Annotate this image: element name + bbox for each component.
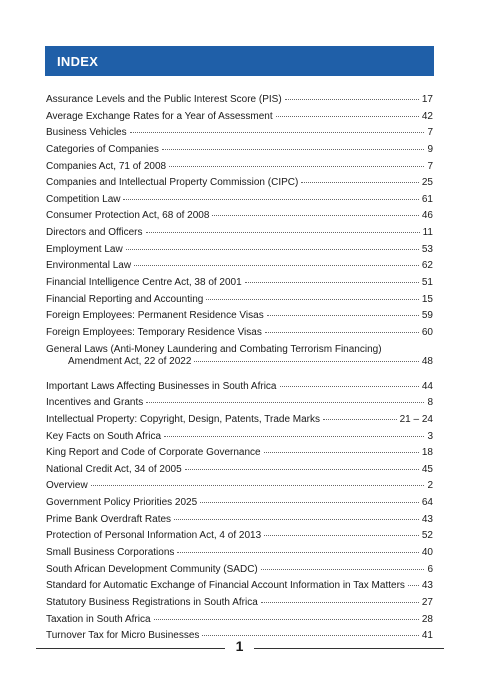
dot-leader bbox=[146, 402, 424, 403]
index-entry-title: Overview bbox=[46, 480, 88, 492]
index-entry-page: 8 bbox=[427, 397, 433, 409]
index-entry-page: 6 bbox=[427, 563, 433, 575]
dot-leader bbox=[194, 361, 418, 362]
dot-leader bbox=[164, 436, 424, 437]
index-entry-page: 51 bbox=[421, 277, 433, 289]
dot-leader bbox=[285, 99, 419, 100]
index-entry[interactable] bbox=[46, 159, 433, 176]
index-entry-page: 43 bbox=[421, 580, 433, 592]
index-entry-page: 60 bbox=[421, 326, 433, 338]
dot-leader bbox=[146, 232, 420, 233]
index-entry-page: 18 bbox=[421, 447, 433, 459]
index-entry[interactable] bbox=[46, 379, 433, 396]
index-entry-title: Foreign Employees: Permanent Residence Visas bbox=[46, 310, 264, 322]
index-entry-page: 62 bbox=[421, 260, 433, 272]
index-entry-page: 2 bbox=[427, 480, 433, 492]
index-entry-title: Companies and Intellectual Property Commission (CIPC) bbox=[46, 177, 299, 189]
index-entry-page: 45 bbox=[421, 463, 433, 475]
index-title: INDEX bbox=[57, 53, 99, 69]
index-entry-title: Prime Bank Overdraft Rates bbox=[46, 513, 172, 525]
page-number: 1 bbox=[235, 638, 244, 654]
index-entry-page: 42 bbox=[421, 110, 433, 122]
index-entry-page: 64 bbox=[421, 497, 433, 509]
index-entry[interactable] bbox=[46, 258, 433, 275]
dot-leader bbox=[323, 419, 397, 420]
index-entry-page: 9 bbox=[427, 143, 433, 155]
index-entry[interactable] bbox=[46, 208, 433, 225]
index-entry-page: 52 bbox=[421, 530, 433, 542]
dot-leader bbox=[169, 166, 424, 167]
index-entry[interactable] bbox=[46, 528, 433, 545]
dot-leader bbox=[245, 282, 419, 283]
index-entry[interactable] bbox=[46, 545, 433, 562]
index-entry-page: 15 bbox=[421, 293, 433, 305]
index-entry-page: 21 – 24 bbox=[399, 413, 433, 425]
index-entry-title: Competition Law bbox=[46, 193, 121, 205]
dot-leader bbox=[177, 552, 418, 553]
footer-rule-right bbox=[254, 648, 444, 649]
dot-leader bbox=[301, 182, 419, 183]
index-entry[interactable] bbox=[46, 578, 433, 595]
index-entry-title: Important Laws Affecting Businesses in South Africa bbox=[46, 380, 277, 392]
index-entry[interactable] bbox=[46, 125, 433, 142]
dot-leader bbox=[212, 215, 418, 216]
index-entry-title: Protection of Personal Information Act, 4 of 2013 bbox=[46, 530, 262, 542]
dot-leader bbox=[123, 199, 418, 200]
index-entry-page: 27 bbox=[421, 596, 433, 608]
index-entry[interactable] bbox=[46, 462, 433, 479]
index-entry[interactable] bbox=[46, 275, 433, 292]
index-entry-page: 25 bbox=[421, 177, 433, 189]
dot-leader bbox=[206, 299, 419, 300]
index-entry-title: Companies Act, 71 of 2008 bbox=[46, 160, 167, 172]
dot-leader bbox=[264, 452, 419, 453]
index-entry[interactable] bbox=[46, 595, 433, 612]
index-entry[interactable] bbox=[46, 92, 433, 109]
index-entry-page: 3 bbox=[427, 430, 433, 442]
index-entry-page: 41 bbox=[421, 630, 433, 642]
index-entry-page: 61 bbox=[421, 193, 433, 205]
dot-leader bbox=[408, 585, 419, 586]
index-entry-title: Intellectual Property: Copyright, Design, Patents, Trade Marks bbox=[46, 413, 321, 425]
index-entry-title: General Laws (Anti-Money Laundering and Combating Terrorism Financing) bbox=[46, 343, 382, 355]
index-entry-title: Directors and Officers bbox=[46, 227, 143, 239]
index-entry[interactable] bbox=[46, 342, 433, 379]
index-entry-title: Average Exchange Rates for a Year of Assessment bbox=[46, 110, 273, 122]
index-entry-page: 7 bbox=[427, 160, 433, 172]
dot-leader bbox=[185, 469, 419, 470]
index-entry[interactable] bbox=[46, 242, 433, 259]
index-entry-page: 7 bbox=[427, 127, 433, 139]
index-entry-title-continued: Amendment Act, 22 of 2022 bbox=[68, 355, 192, 367]
dot-leader bbox=[154, 619, 419, 620]
dot-leader bbox=[202, 635, 418, 636]
index-entry[interactable] bbox=[46, 429, 433, 446]
footer-rule-left bbox=[36, 648, 225, 649]
dot-leader bbox=[200, 502, 419, 503]
dot-leader bbox=[91, 485, 425, 486]
index-entry[interactable] bbox=[46, 512, 433, 529]
index-entry-title: Turnover Tax for Micro Businesses bbox=[46, 630, 200, 642]
index-entry-page: 53 bbox=[421, 243, 433, 255]
index-entry-title: Taxation in South Africa bbox=[46, 613, 151, 625]
index-entry-page: 48 bbox=[421, 355, 433, 367]
index-entry-title: Foreign Employees: Temporary Residence Visas bbox=[46, 326, 262, 338]
index-entry[interactable] bbox=[46, 412, 433, 429]
index-entry-page: 40 bbox=[421, 547, 433, 559]
index-entry-title: Small Business Corporations bbox=[46, 547, 175, 559]
index-entry-title: South African Development Community (SADC) bbox=[46, 563, 258, 575]
dot-leader bbox=[276, 116, 419, 117]
index-entry-title: Incentives and Grants bbox=[46, 397, 144, 409]
dot-leader bbox=[130, 132, 425, 133]
index-entry[interactable] bbox=[46, 562, 433, 579]
index-entry-title: Assurance Levels and the Public Interest Score (PIS) bbox=[46, 94, 282, 105]
index-entry[interactable] bbox=[46, 445, 433, 462]
index-entry-title: King Report and Code of Corporate Governance bbox=[46, 447, 261, 459]
index-entry-title: National Credit Act, 34 of 2005 bbox=[46, 463, 182, 475]
index-entry-title: Key Facts on South Africa bbox=[46, 430, 162, 442]
index-entry-title: Consumer Protection Act, 68 of 2008 bbox=[46, 210, 210, 222]
index-header-bar bbox=[45, 46, 434, 76]
index-entry-page: 28 bbox=[421, 613, 433, 625]
dot-leader bbox=[280, 386, 419, 387]
index-entry-page: 46 bbox=[421, 210, 433, 222]
index-entry[interactable] bbox=[46, 142, 433, 159]
index-entry-page: 11 bbox=[422, 227, 433, 239]
index-entry-title: Standard for Automatic Exchange of Financial Account Information in Tax Matters bbox=[46, 580, 405, 592]
dot-leader bbox=[261, 602, 419, 603]
index-entry-title: Financial Reporting and Accounting bbox=[46, 293, 204, 305]
dot-leader bbox=[261, 569, 425, 570]
index-entry-page: 17 bbox=[421, 94, 433, 105]
index-entry[interactable] bbox=[46, 612, 433, 629]
index-entry-page: 43 bbox=[421, 513, 433, 525]
dot-leader bbox=[162, 149, 425, 150]
dot-leader bbox=[174, 519, 419, 520]
index-entry-title: Financial Intelligence Centre Act, 38 of 2001 bbox=[46, 277, 242, 289]
index-entry[interactable] bbox=[46, 175, 433, 192]
index-entry[interactable] bbox=[46, 495, 433, 512]
dot-leader bbox=[267, 315, 419, 316]
index-entry[interactable] bbox=[46, 325, 433, 342]
index-list bbox=[46, 92, 433, 645]
dot-leader bbox=[126, 249, 419, 250]
index-entry-title: Government Policy Priorities 2025 bbox=[46, 497, 198, 509]
index-entry[interactable] bbox=[46, 109, 433, 126]
index-entry[interactable] bbox=[46, 308, 433, 325]
index-entry[interactable] bbox=[46, 292, 433, 309]
index-entry-title: Environmental Law bbox=[46, 260, 132, 272]
index-entry-title: Statutory Business Registrations in South Africa bbox=[46, 596, 258, 608]
index-entry[interactable] bbox=[46, 192, 433, 209]
index-entry[interactable] bbox=[46, 478, 433, 495]
dot-leader bbox=[264, 535, 419, 536]
index-entry-page: 59 bbox=[421, 310, 433, 322]
index-entry[interactable] bbox=[46, 395, 433, 412]
index-entry-title: Categories of Companies bbox=[46, 143, 159, 155]
index-entry-title: Employment Law bbox=[46, 243, 123, 255]
index-entry[interactable] bbox=[46, 225, 433, 242]
dot-leader bbox=[134, 265, 419, 266]
dot-leader bbox=[265, 332, 419, 333]
index-entry-title: Business Vehicles bbox=[46, 127, 127, 139]
index-entry-page: 44 bbox=[421, 380, 433, 392]
